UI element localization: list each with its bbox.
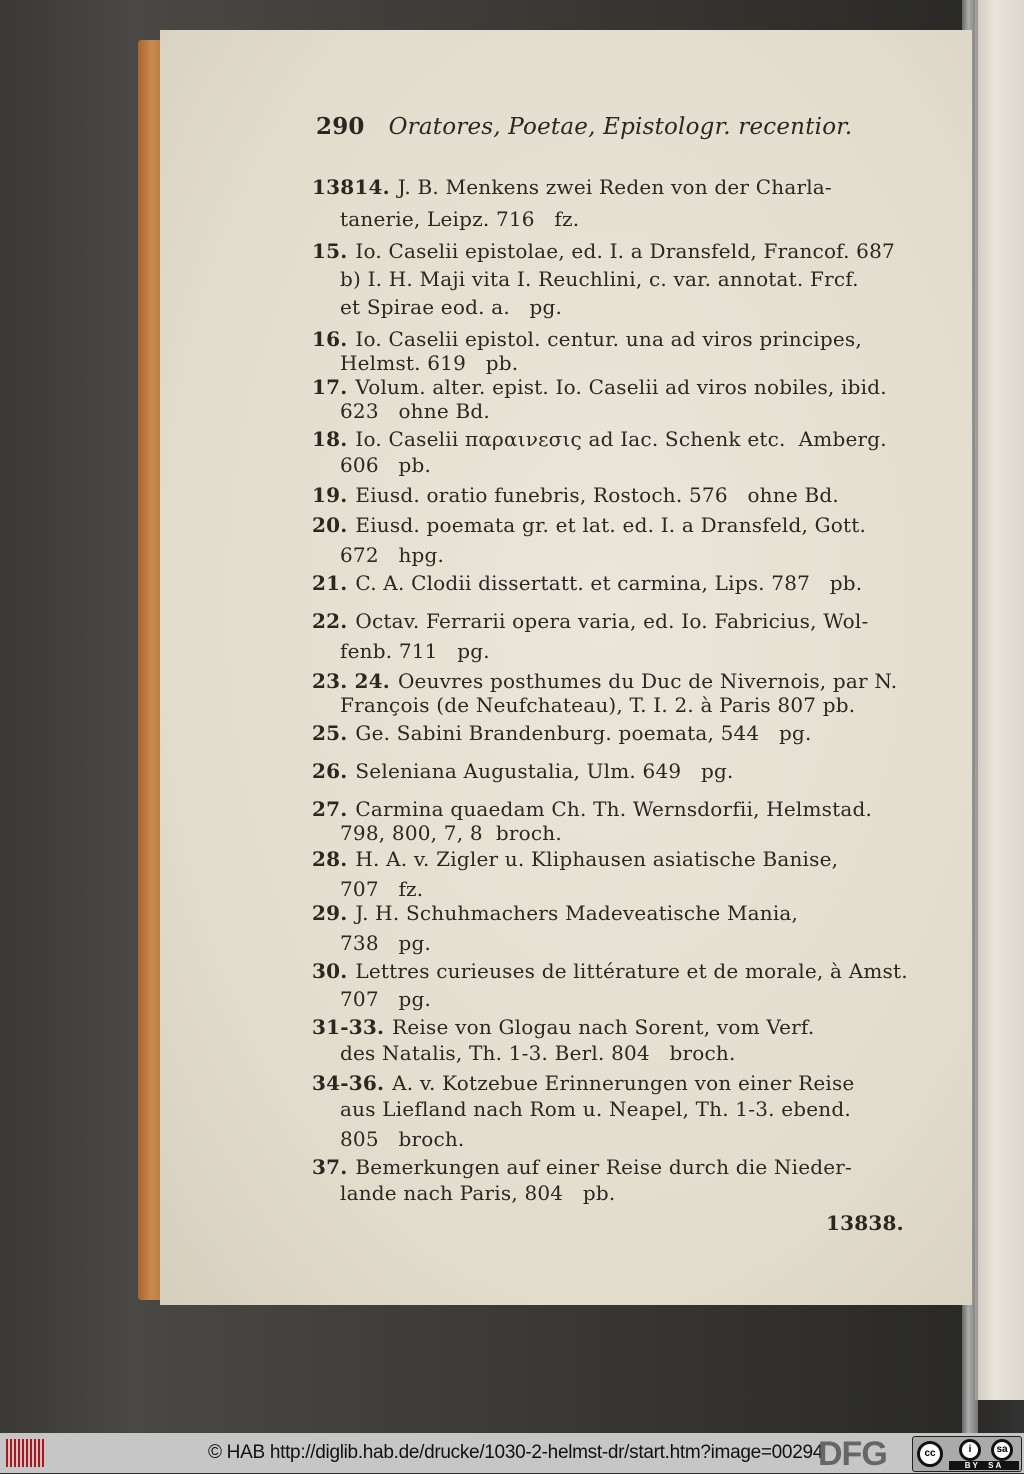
entry-line: [340, 452, 431, 478]
entry-line: [340, 542, 444, 568]
entry-line: [340, 876, 423, 902]
entry-number: 15.: [312, 239, 348, 263]
entry-line: [312, 900, 798, 926]
entry-line: [340, 398, 490, 424]
entry-number: 29.: [312, 901, 348, 925]
entry-line: [340, 820, 562, 846]
entry-text: tanerie, Leipz. 716 fz.: [340, 207, 580, 231]
entry-text: François (de Neufchateau), T. I. 2. à Paris 807 pb.: [340, 693, 856, 717]
entry-number: 17.: [312, 375, 348, 399]
entry-number: 23. 24.: [312, 669, 390, 693]
entry-text: Bemerkungen auf einer Reise durch die Nieder-: [355, 1155, 853, 1179]
entry-text: 738 pg.: [340, 931, 432, 955]
entry-line: [340, 350, 518, 376]
closing-number: 13838.: [826, 1211, 904, 1235]
entry-text: Io. Caselii epistolae, ed. I. a Dransfeld, Francof. 687: [355, 239, 895, 263]
page-number: 290: [316, 113, 365, 140]
entry-line: [312, 512, 866, 538]
entry-line: [312, 570, 862, 596]
entry-number: 20.: [312, 513, 348, 537]
entry-line: [312, 608, 868, 634]
entry-text: des Natalis, Th. 1-3. Berl. 804 broch.: [340, 1041, 736, 1065]
entry-text: Carmina quaedam Ch. Th. Wernsdorfii, Helmstad.: [355, 797, 873, 821]
entry-text: Lettres curieuses de littérature et de morale, à Amst.: [355, 959, 908, 983]
entry-text: Seleniana Augustalia, Ulm. 649 pg.: [355, 759, 734, 783]
entry-line: [312, 1014, 814, 1040]
entry-text: Eiusd. oratio funebris, Rostoch. 576 ohne Bd.: [355, 483, 839, 507]
adjacent-page: [975, 0, 1024, 1400]
entry-text: 707 fz.: [340, 877, 424, 901]
entry-text: Reise von Glogau nach Sorent, vom Verf.: [392, 1015, 815, 1039]
dfg-logo: DFG: [818, 1435, 887, 1473]
running-header: [316, 114, 852, 140]
entry-number: 21.: [312, 571, 348, 595]
entry-number: 37.: [312, 1155, 348, 1179]
entry-number: 34-36.: [312, 1071, 385, 1095]
entry-line: [340, 692, 855, 718]
entry-text: aus Liefland nach Rom u. Neapel, Th. 1-3. ebend.: [340, 1097, 851, 1121]
entry-number: 16.: [312, 327, 348, 351]
hab-logo: [6, 1439, 46, 1467]
entry-number: 26.: [312, 759, 348, 783]
entry-text: 805 broch.: [340, 1127, 465, 1151]
license-labels: BY SA: [949, 1461, 1019, 1470]
entry-number: 30.: [312, 959, 348, 983]
entry-line: [340, 930, 431, 956]
entry-text: A. v. Kotzebue Erinnerungen von einer Reise: [392, 1071, 855, 1095]
entry-line: [312, 326, 862, 352]
entry-text: 798, 800, 7, 8 broch.: [340, 821, 562, 845]
entry-text: Eiusd. poemata gr. et lat. ed. I. a Dransfeld, Gott.: [355, 513, 867, 537]
sa-icon: sa: [991, 1439, 1013, 1461]
entry-line: [340, 206, 579, 232]
copyright-link[interactable]: © HAB http://diglib.hab.de/drucke/1030-2-helmst-dr/start.htm?image=00294: [208, 1442, 823, 1463]
entry-line: [340, 266, 859, 292]
entry-line: [340, 638, 490, 664]
entry-text: Ge. Sabini Brandenburg. poemata, 544 pg.: [355, 721, 812, 745]
entry-text: J. B. Menkens zwei Reden von der Charla-: [397, 175, 832, 199]
entry-text: b) I. H. Maji vita I. Reuchlini, c. var. annotat. Frcf.: [340, 267, 859, 291]
entry-line: [312, 668, 897, 694]
entry-line: [312, 846, 838, 872]
cc-icon: cc: [917, 1441, 943, 1467]
entry-line: [312, 1070, 854, 1096]
entry-text: fenb. 711 pg.: [340, 639, 490, 663]
entry-line: [312, 426, 887, 452]
entry-number: 13814.: [312, 175, 390, 199]
entry-text: J. H. Schuhmachers Madeveatische Mania,: [355, 901, 799, 925]
entry-number: 22.: [312, 609, 348, 633]
entry-number: 25.: [312, 721, 348, 745]
entry-line: [340, 1126, 465, 1152]
entry-line: [312, 758, 734, 784]
entry-line: [312, 482, 839, 508]
entry-line: [312, 374, 887, 400]
entry-line: [340, 1040, 736, 1066]
entry-text: H. A. v. Zigler u. Kliphausen asiatische Banise,: [355, 847, 839, 871]
entry-text: 707 pg.: [340, 987, 432, 1011]
entry-line: [312, 238, 895, 264]
entry-line: [340, 1096, 851, 1122]
entry-text: 623 ohne Bd.: [340, 399, 490, 423]
entry-line: [312, 1154, 852, 1180]
entry-line: [340, 1180, 615, 1206]
entry-line: [340, 294, 562, 320]
entry-line: [312, 796, 872, 822]
entry-text: Oeuvres posthumes du Duc de Nivernois, par N.: [397, 669, 898, 693]
entry-number: 28.: [312, 847, 348, 871]
entry-text: et Spirae eod. a. pg.: [340, 295, 563, 319]
entry-line: [312, 958, 908, 984]
entry-text: Io. Caselii epistol. centur. una ad viros principes,: [355, 327, 862, 351]
entry-text: lande nach Paris, 804 pb.: [340, 1181, 616, 1205]
entry-number: 27.: [312, 797, 348, 821]
entry-text: Octav. Ferrarii opera varia, ed. Io. Fabricius, Wol-: [355, 609, 869, 633]
entry-number: 31-33.: [312, 1015, 385, 1039]
entry-line: [312, 174, 832, 200]
entry-text: Io. Caselii παραινεσις ad Iac. Schenk etc. Amberg.: [355, 427, 887, 451]
by-icon: i: [959, 1439, 981, 1461]
entry-line: [312, 720, 812, 746]
entry-text: C. A. Clodii dissertatt. et carmina, Lips. 787 pb.: [355, 571, 863, 595]
entry-number: 18.: [312, 427, 348, 451]
entry-text: 606 pb.: [340, 453, 432, 477]
entry-number: 19.: [312, 483, 348, 507]
entry-text: 672 hpg.: [340, 543, 445, 567]
running-head-title: Oratores, Poetae, Epistologr. recentior.: [388, 114, 853, 140]
footer-bar: [0, 1433, 1024, 1473]
entry-text: Volum. alter. epist. Io. Caselii ad viros nobiles, ibid.: [355, 375, 887, 399]
cc-license-badge[interactable]: [912, 1436, 1022, 1472]
entry-text: Helmst. 619 pb.: [340, 351, 519, 375]
entry-line: [340, 986, 431, 1012]
